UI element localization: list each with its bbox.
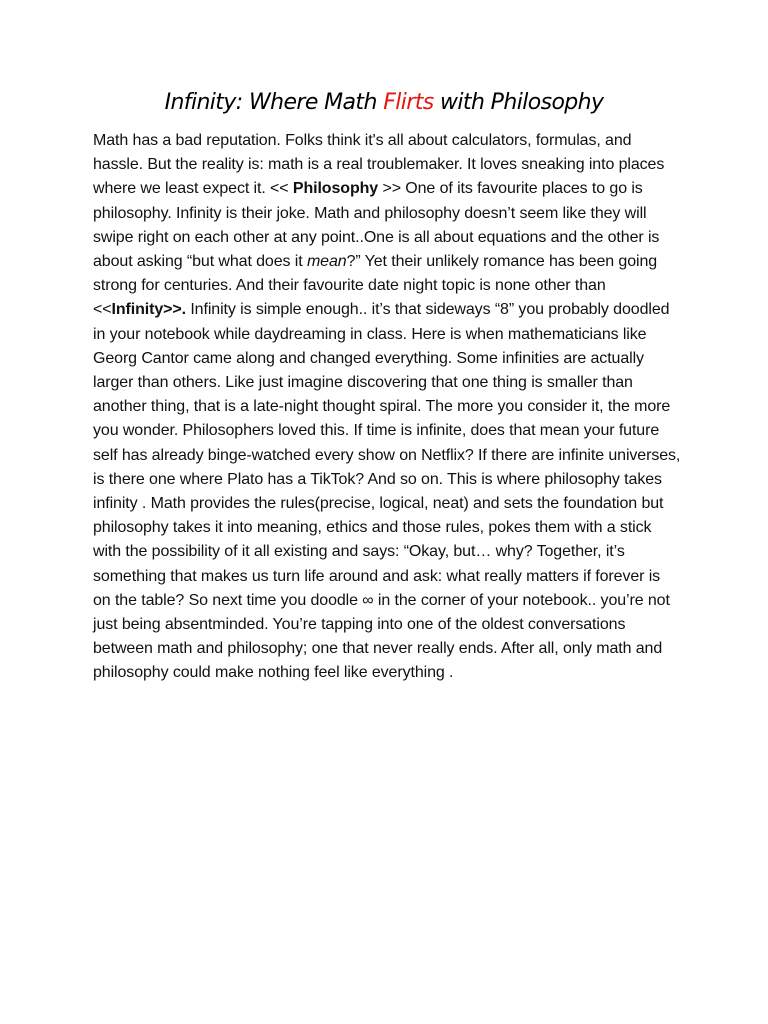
bold-philosophy: Philosophy <box>292 180 379 198</box>
bold-infinity: Infinity>>. <box>111 301 186 319</box>
paragraph-text-2: >> One of its favourite places to go is philosophy. Infinity is their joke. Math and philosophy doesn’t seem like they will swipe right on each other at any point..One is all about equations and the other is about asking “but what does it <box>93 180 660 271</box>
italic-mean: mean <box>306 253 347 271</box>
title-accent-word: Flirts <box>383 90 434 115</box>
paragraph-text-4: Infinity is simple enough.. it’s that sideways “8” you probably doodled in your notebook while daydreaming in class. Here is when mathematicians like Georg Cantor came along and changed everything. Some infinities are actually larger than others. Like just imagine discovering that one thing is smaller than another thing, that is a late-night thought spiral. The more you consider it, the more you wonder. Philosophers loved this. If time is infinite, does that mean your future self has already binge-watched every show on Netflix? If there are infinite universes, is there one where Plato has a TikTok? And so on. This is where philosophy takes infinity . Math provides the rules(precise, logical, neat) and sets the foundation but philosophy takes it into meaning, ethics and those rules, pokes them with a stick with the possibility of it all existing and says: “Okay, but… why? Together, it’s something that makes us turn life around and ask: what really matters if forever is on the table? So next time you doodle ∞ in the corner of your notebook.. you’re not just being absentminded. You’re tapping into one of the oldest conversations between math and philosophy; one that never really ends. After all, only math and philosophy could make nothing feel like everything . <box>93 301 681 682</box>
body-paragraph <box>93 129 681 686</box>
paragraph-text-3: ?” Yet their unlikely romance has been going strong for centuries. And their favourite date night topic is none other than << <box>93 253 658 319</box>
title-text-start: Infinity: Where Math <box>164 90 384 115</box>
paragraph-text-1: Math has a bad reputation. Folks think it's all about calculators, formulas, and hassle. But the reality is: math is a real troublemaker. It loves sneaking into places where we least expect it. << <box>93 132 665 198</box>
document-title <box>0 86 768 120</box>
title-text-end: with Philosophy <box>433 90 604 115</box>
